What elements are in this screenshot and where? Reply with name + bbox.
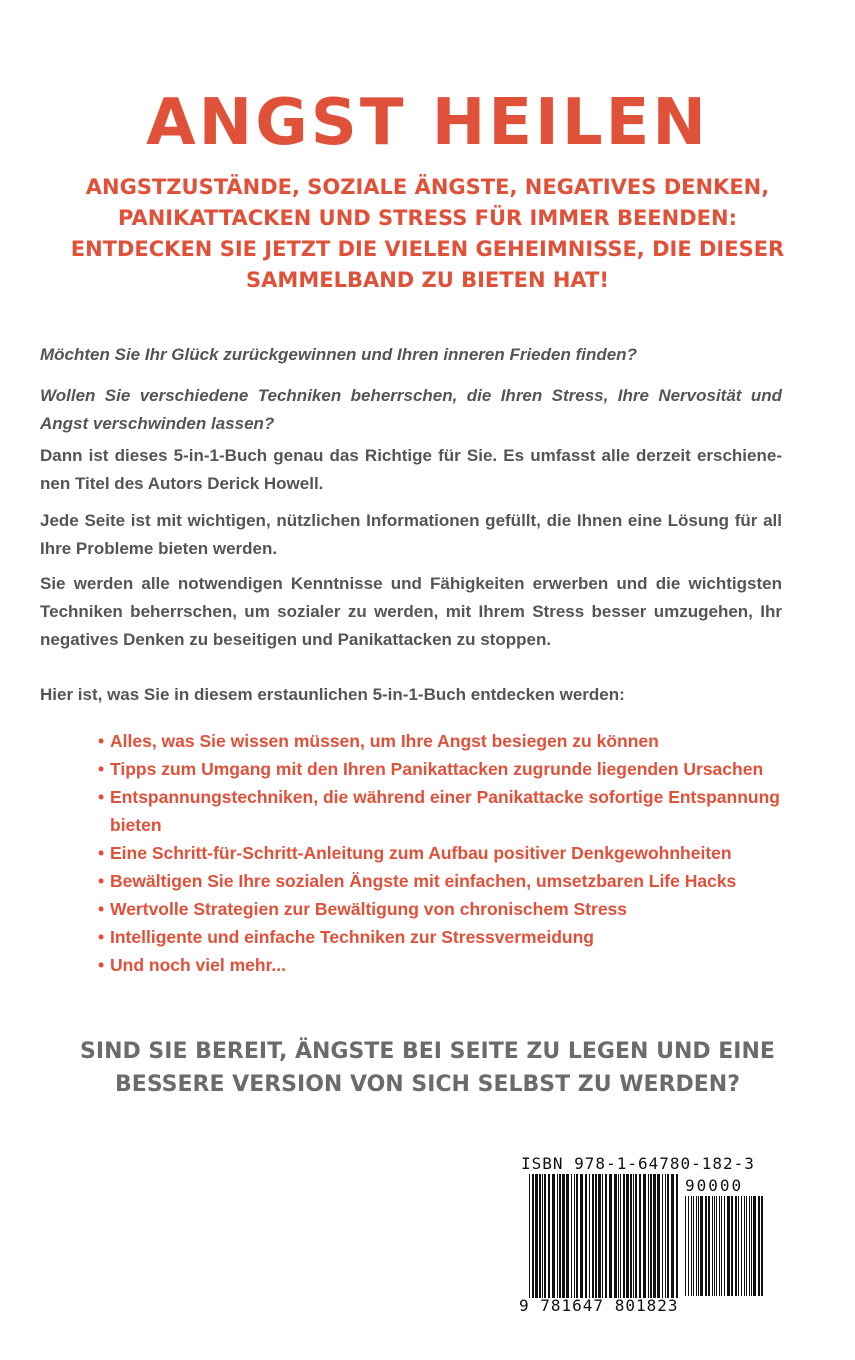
- barcode-bar: [738, 1196, 739, 1296]
- barcode-bar: [727, 1196, 730, 1296]
- list-item: [98, 895, 798, 923]
- barcode-bar: [605, 1174, 607, 1298]
- barcode-bar: [542, 1174, 543, 1298]
- barcode-bar: [746, 1196, 747, 1296]
- barcode-bar: [614, 1174, 617, 1298]
- call-to-action: [40, 1035, 815, 1101]
- barcode-bar: [724, 1196, 725, 1296]
- barcode-bar: [700, 1196, 703, 1296]
- bullet-dot: •: [98, 787, 105, 807]
- barcode-bar: [685, 1196, 686, 1296]
- barcode-bar: [576, 1174, 578, 1298]
- list-item-text: Entspannungstechniken, die während einer Panikattacke sofortige Entspannung bieten: [110, 787, 780, 835]
- cta-line: BESSERE VERSION VON SICH SELBST ZU WERDEN?: [115, 1072, 740, 1097]
- barcode-bar: [716, 1196, 717, 1296]
- barcode-bar: [620, 1174, 621, 1298]
- intro-question-2: Wollen Sie verschiedene Techniken beherrschen, die Ihren Stress, Ihre Nervosität und Angst verschwinden lassen?: [40, 386, 782, 433]
- barcode-bar: [623, 1174, 625, 1298]
- ean-digits: 9 781647 801823: [519, 1296, 679, 1315]
- barcode-bar: [595, 1174, 597, 1298]
- barcode-bar: [662, 1174, 663, 1298]
- barcode-bar: [708, 1196, 710, 1296]
- list-item: [98, 727, 798, 755]
- barcode-bar: [548, 1174, 550, 1298]
- barcode-bar: [585, 1174, 587, 1298]
- barcode-bar: [635, 1174, 637, 1298]
- barcode-bar: [741, 1196, 742, 1296]
- price-code: 90000: [685, 1176, 744, 1195]
- barcode-bar: [753, 1196, 756, 1296]
- barcode-bar: [731, 1196, 733, 1296]
- barcode-bar: [696, 1196, 697, 1296]
- barcode-block: [513, 1150, 775, 1318]
- intro-paragraph-1: Dann ist dieses 5-in-1-Buch genau das Richtige für Sie. Es umfasst alle derzeit erschienenen Titel des Autors Derick Howell.: [40, 446, 782, 493]
- barcode-bar: [721, 1196, 722, 1296]
- barcode-bar: [633, 1174, 634, 1298]
- list-item-text: Wertvolle Strategien zur Bewältigung von chronischem Stress: [110, 899, 628, 919]
- intro-question-1: Möchten Sie Ihr Glück zurückgewinnen und Ihren inneren Frieden finden?: [40, 345, 637, 364]
- intro-paragraph-3: Sie werden alle notwendigen Kenntnisse und Fähigkeiten erwerben und die wichtigsten Techniken beherrschen, um sozialer zu werden, mit Ihrem Stress besser umzugehen, Ihr negatives Denken zu beseitigen und Panikattacken zu stoppen.: [40, 574, 782, 649]
- barcode-bar: [574, 1174, 575, 1298]
- subtitle-line: SAMMELBAND ZU BIETEN HAT!: [246, 268, 609, 292]
- barcode-bar: [719, 1196, 720, 1296]
- barcode-bar: [653, 1174, 656, 1298]
- bullet-dot: •: [98, 955, 105, 975]
- subtitle: [40, 172, 815, 296]
- barcode-bar: [751, 1196, 752, 1296]
- barcode-bar: [559, 1174, 561, 1298]
- barcode-bar: [609, 1174, 612, 1298]
- barcode-bar: [592, 1174, 594, 1298]
- barcode-bar: [562, 1174, 565, 1298]
- barcode-bar: [580, 1174, 583, 1298]
- list-item-text: Und noch viel mehr...: [110, 955, 287, 975]
- subtitle-line: ANGSTZUSTÄNDE, SOZIALE ÄNGSTE, NEGATIVES DENKEN,: [85, 175, 770, 199]
- barcode-bar: [688, 1196, 689, 1296]
- cta-line: SIND SIE BEREIT, ÄNGSTE BEI SEITE ZU LEGEN UND EINE: [80, 1039, 775, 1064]
- list-item-text: Alles, was Sie wissen müssen, um Ihre Angst besiegen zu können: [110, 731, 659, 751]
- barcode-bar: [676, 1174, 678, 1298]
- barcode-bar: [532, 1174, 534, 1298]
- barcode-bar: [749, 1196, 750, 1296]
- bullet-dot: •: [98, 759, 105, 779]
- bullet-dot: •: [98, 843, 105, 863]
- barcode-bar: [648, 1174, 649, 1298]
- barcode-bar: [535, 1174, 538, 1298]
- barcode-bar: [626, 1174, 629, 1298]
- bullet-lead-in: Hier ist, was Sie in diesem erstaunlichen 5-in-1-Buch entdecken werden:: [40, 685, 625, 704]
- isbn-label: ISBN 978-1-64780-182-3: [521, 1154, 755, 1173]
- barcode-bar: [529, 1174, 530, 1298]
- barcode-bar: [691, 1196, 692, 1296]
- book-title: ANGST HEILEN: [146, 86, 709, 160]
- list-item: [98, 755, 798, 783]
- barcode-bar: [630, 1174, 632, 1298]
- barcode-bar: [598, 1174, 601, 1298]
- barcode-bar: [693, 1196, 694, 1296]
- barcode-bar: [618, 1174, 619, 1298]
- barcode-bar: [657, 1174, 660, 1298]
- barcode-bar: [665, 1174, 666, 1298]
- barcode-bar: [698, 1196, 699, 1296]
- list-item-text: Tipps zum Umgang mit den Ihren Panikattacken zugrunde liegenden Ursachen: [110, 759, 764, 779]
- bullet-dot: •: [98, 899, 105, 919]
- list-item: [98, 951, 798, 979]
- feature-list: [98, 727, 798, 979]
- bullet-dot: •: [98, 927, 105, 947]
- barcode-bar: [643, 1174, 646, 1298]
- barcode-bar: [552, 1174, 555, 1298]
- price-addon-barcode: [685, 1196, 765, 1296]
- barcode-bar: [744, 1196, 745, 1296]
- subtitle-line: PANIKATTACKEN UND STRESS FÜR IMMER BEENDEN:: [118, 206, 737, 230]
- barcode-bar: [589, 1174, 590, 1298]
- barcode-bar: [544, 1174, 546, 1298]
- barcode-bar: [667, 1174, 669, 1298]
- list-item: [98, 783, 798, 839]
- barcode-bar: [557, 1174, 558, 1298]
- barcode-bar: [671, 1174, 674, 1298]
- barcode-bar: [712, 1196, 713, 1296]
- list-item-text: Eine Schritt-für-Schritt-Anleitung zum Aufbau positiver Denkgewohnheiten: [110, 843, 732, 863]
- list-item: [98, 923, 798, 951]
- subtitle-line: ENTDECKEN SIE JETZT DIE VIELEN GEHEIMNISSE, DIE DIESER: [70, 237, 785, 261]
- list-item-text: Intelligente und einfache Techniken zur Stressvermeidung: [110, 927, 594, 947]
- list-item: [98, 839, 798, 867]
- bullet-dot: •: [98, 731, 105, 751]
- bullet-dot: •: [98, 871, 105, 891]
- barcode-bar: [650, 1174, 652, 1298]
- barcode-bar: [639, 1174, 641, 1298]
- barcode-bar: [571, 1174, 572, 1298]
- list-item: [98, 867, 798, 895]
- list-item-text: Bewältigen Sie Ihre sozialen Ängste mit einfachen, umsetzbaren Life Hacks: [110, 871, 737, 891]
- barcode-bar: [602, 1174, 603, 1298]
- barcode-bar: [714, 1196, 715, 1296]
- barcode-bar: [539, 1174, 541, 1298]
- ean-barcode: [529, 1174, 679, 1298]
- barcode-bar: [758, 1196, 760, 1296]
- barcode-bar: [705, 1196, 707, 1296]
- barcode-bar: [761, 1196, 763, 1296]
- barcode-bar: [566, 1174, 569, 1298]
- barcode-bar: [735, 1196, 737, 1296]
- intro-paragraph-2: Jede Seite ist mit wichtigen, nützlichen Informationen gefüllt, die Ihnen eine Lösung für all Ihre Probleme bieten werden.: [40, 511, 782, 558]
